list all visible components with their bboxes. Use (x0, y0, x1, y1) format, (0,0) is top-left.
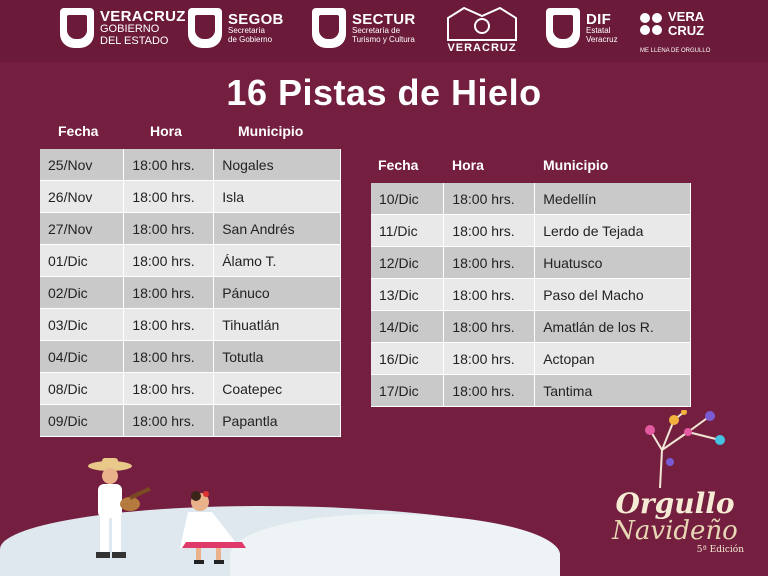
cell-municipio: Álamo T. (214, 245, 341, 277)
logo-text: Turismo y Cultura (352, 34, 415, 44)
cell-municipio: Pánuco (214, 277, 341, 309)
cell-hora: 18:00 hrs. (124, 149, 214, 181)
column-header-hora: Hora (150, 123, 182, 139)
cell-fecha: 11/Dic (371, 215, 444, 247)
logo-tagline: ME LLENA DE ORGULLO (640, 48, 711, 54)
logo-text: SECTUR (352, 10, 416, 28)
cell-hora: 18:00 hrs. (124, 213, 214, 245)
table-row (40, 373, 341, 405)
emblem-icon (444, 4, 520, 42)
cell-hora: 18:00 hrs. (124, 309, 214, 341)
table-row (371, 311, 691, 343)
table-row (40, 213, 341, 245)
dif-logo (546, 8, 618, 48)
table-row (371, 279, 691, 311)
cell-hora: 18:00 hrs. (444, 183, 535, 215)
cell-fecha: 27/Nov (40, 213, 124, 245)
table-row (371, 183, 691, 215)
logo-bar (0, 0, 768, 62)
brand-edition: 5ª Edición (696, 545, 744, 556)
cell-municipio: Totutla (214, 341, 341, 373)
cell-fecha: 13/Dic (371, 279, 444, 311)
logo-text: VERACRUZ (100, 7, 186, 25)
column-header-fecha: Fecha (58, 123, 99, 139)
cell-municipio: San Andrés (214, 213, 341, 245)
table-row (371, 343, 691, 375)
logo-text: Secretaría de (352, 26, 401, 36)
cell-fecha: 04/Dic (40, 341, 124, 373)
coat-of-arms-icon (546, 8, 580, 48)
cell-fecha: 01/Dic (40, 245, 124, 277)
cell-hora: 18:00 hrs. (124, 341, 214, 373)
logo-text: CRUZ (668, 22, 705, 38)
table-row (371, 247, 691, 279)
table-row (40, 245, 341, 277)
cell-hora: 18:00 hrs. (124, 277, 214, 309)
table-row (40, 309, 341, 341)
logo-text: VERACRUZ (447, 42, 517, 54)
cell-hora: 18:00 hrs. (444, 311, 535, 343)
ornament-tree-illustration (640, 410, 730, 490)
column-header-fecha: Fecha (378, 157, 419, 173)
table-row (371, 375, 691, 407)
table-row (40, 149, 341, 181)
page-title: 16 Pistas de Hielo (226, 72, 542, 113)
cell-fecha: 25/Nov (40, 149, 124, 181)
cell-fecha: 08/Dic (40, 373, 124, 405)
column-header-hora: Hora (452, 157, 484, 173)
logo-text: DIF (586, 10, 612, 28)
cell-fecha: 12/Dic (371, 247, 444, 279)
logo-text: VERA (668, 9, 705, 24)
cell-municipio: Paso del Macho (535, 279, 691, 311)
logo-text: DEL ESTADO (100, 34, 169, 47)
cell-hora: 18:00 hrs. (444, 279, 535, 311)
coat-of-arms-icon (60, 8, 94, 48)
cell-hora: 18:00 hrs. (444, 343, 535, 375)
cell-municipio: Actopan (535, 343, 691, 375)
cell-fecha: 17/Dic (371, 375, 444, 407)
cell-fecha: 10/Dic (371, 183, 444, 215)
column-header-municipio: Municipio (238, 123, 304, 139)
coat-of-arms-icon (312, 8, 346, 48)
veracruz-emblem-logo (444, 4, 520, 54)
cell-fecha: 14/Dic (371, 311, 444, 343)
logo-text: Estatal (586, 26, 611, 36)
cell-municipio: Lerdo de Tejada (535, 215, 691, 247)
cell-fecha: 09/Dic (40, 405, 124, 437)
table-row (371, 215, 691, 247)
cell-municipio: Amatlán de los R. (535, 311, 691, 343)
cell-hora: 18:00 hrs. (444, 375, 535, 407)
cell-municipio: Huatusco (535, 247, 691, 279)
logo-text: SEGOB (228, 10, 284, 28)
logo-text: GOBIERNO (100, 23, 160, 36)
schedule-table-left (40, 149, 341, 437)
jarocho-guitarist-illustration (78, 456, 158, 566)
table-row (40, 277, 341, 309)
coat-of-arms-icon (188, 8, 222, 48)
table-row (40, 405, 341, 437)
cell-municipio: Nogales (214, 149, 341, 181)
logo-text: de Gobierno (228, 34, 273, 44)
segob-logo (188, 8, 284, 48)
sectur-logo (312, 8, 415, 48)
jarocha-dancer-illustration (176, 490, 266, 570)
brand-line: Navideño (612, 516, 738, 546)
cell-hora: 18:00 hrs. (444, 215, 535, 247)
logo-text: Veracruz (586, 34, 618, 44)
cell-fecha: 03/Dic (40, 309, 124, 341)
flower-icon (640, 13, 662, 35)
table-row (40, 181, 341, 213)
cell-fecha: 16/Dic (371, 343, 444, 375)
orgullo-navideno-brand (600, 487, 750, 556)
cell-hora: 18:00 hrs. (124, 181, 214, 213)
cell-hora: 18:00 hrs. (124, 373, 214, 405)
cell-municipio: Isla (214, 181, 341, 213)
logo-text: Secretaría (228, 26, 265, 36)
cell-municipio: Medellín (535, 183, 691, 215)
cell-hora: 18:00 hrs. (124, 405, 214, 437)
cell-municipio: Papantla (214, 405, 341, 437)
veracruz-gobierno-logo (60, 8, 186, 48)
cell-municipio: Tihuatlán (214, 309, 341, 341)
column-header-municipio: Municipio (543, 157, 609, 173)
cell-municipio: Tantima (535, 375, 691, 407)
cell-municipio: Coatepec (214, 373, 341, 405)
veracruz-orgullo-logo (640, 10, 704, 37)
schedule-table-right (371, 183, 691, 407)
cell-fecha: 02/Dic (40, 277, 124, 309)
brand-line: Orgullo (615, 487, 735, 520)
cell-hora: 18:00 hrs. (444, 247, 535, 279)
table-row (40, 341, 341, 373)
cell-fecha: 26/Nov (40, 181, 124, 213)
cell-hora: 18:00 hrs. (124, 245, 214, 277)
